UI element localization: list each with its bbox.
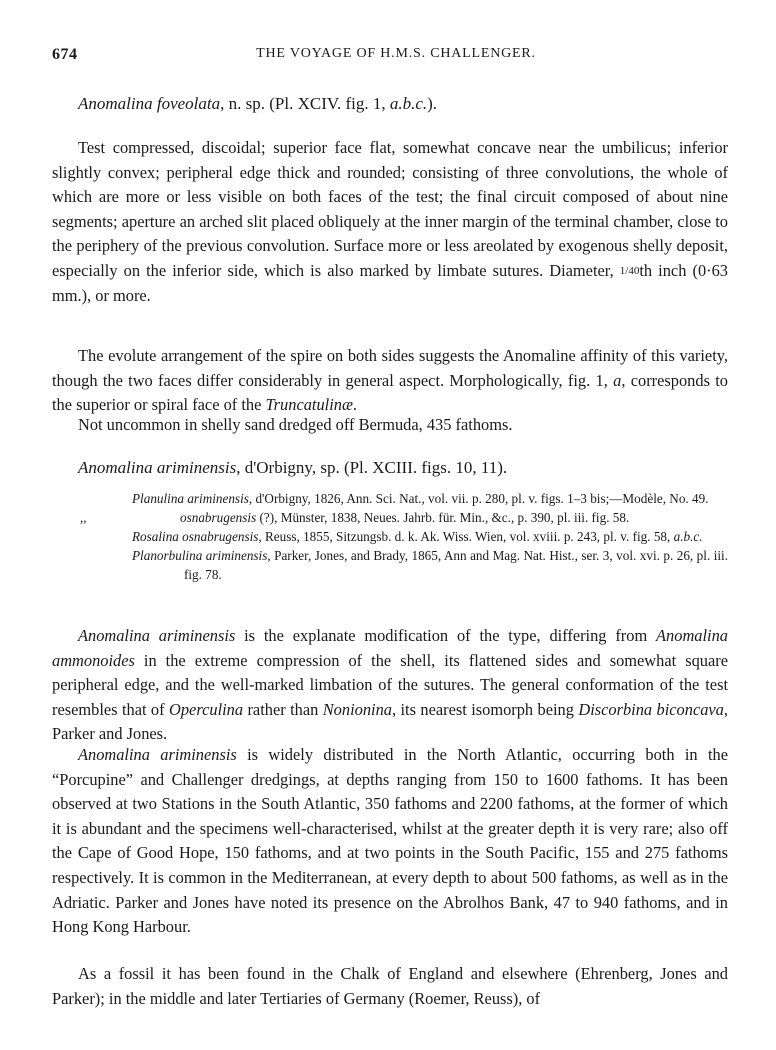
species-name: Anomalina ariminensis xyxy=(78,745,237,764)
genus-operculina: Operculina xyxy=(169,699,244,719)
fossil-paragraph: As a fossil it has been found in the Chalk of England and elsewhere (Ehrenberg, Jones and Parker); in the middle and later Tertiaries of Germany (Roemer, Reuss), of xyxy=(52,964,728,1008)
paragraph-text: , Parker and Jones. xyxy=(52,699,728,744)
section-heading-foveolata xyxy=(52,92,754,116)
species-discorbina: Discorbina biconcava xyxy=(578,699,724,719)
paragraph-text: rather than xyxy=(243,699,319,719)
heading-text: , d'Orbigny, sp. (Pl. XCIII. figs. 10, 11). xyxy=(236,458,508,477)
species-name: Anomalina foveolata xyxy=(78,94,221,113)
page-header xyxy=(52,46,740,70)
description-paragraph xyxy=(52,136,728,308)
locality-paragraph: Not uncommon in shelly sand dredged off Bermuda, 435 fathoms. xyxy=(78,415,513,434)
species-name: Anomalina ariminensis xyxy=(78,626,236,645)
synonym-name: osnabrugensis xyxy=(180,510,257,525)
diameter-fraction: 1/40 xyxy=(619,264,640,277)
synonym-name: Planulina ariminensis xyxy=(132,491,249,506)
ditto-mark: ,, xyxy=(80,510,87,525)
synonym-citation: (?), Münster, 1838, Neues. Jahrb. für. Min., &c., p. 390, pl. iii. fig. 58. xyxy=(256,510,630,525)
synonymy-entry xyxy=(52,546,728,584)
affinity-genus: Truncatulinæ xyxy=(265,395,353,415)
description-end: th inch (0·63 mm.), or more. xyxy=(52,260,728,305)
heading-end: ). xyxy=(427,94,438,113)
synonym-name: Rosalina osnabrugensis xyxy=(132,529,259,544)
synonym-citation: , d'Orbigny, 1826, Ann. Sci. Nat., vol. vii. p. 280, pl. v. figs. 1–3 bis;—Modèle, No. 49. xyxy=(248,491,709,506)
explanate-paragraph xyxy=(52,624,728,747)
affinity-end: . xyxy=(352,395,358,415)
synonym-citation: , Reuss, 1855, Sitzungsb. d. k. Ak. Wiss. Wien, vol. xviii. p. 243, pl. v. fig. 58, xyxy=(258,529,671,544)
distribution-text: is widely distributed in the North Atlantic, occurring both in the “Porcupine” and Challenger dredgings, at depths ranging from 150 to 1600 fathoms. It has been observed at two Stations in the South Atlantic, 350 fathoms and 2200 fathoms, at the former of which it is abundant and the specimens well-characterised, whilst at the greater depth it is very rare; also off the Cape of Good Hope, 150 fathoms, and at two points in the South Pacific, 155 and 275 fathoms respectively. It is common in the Mediterranean, at every depth to about 500 fathoms, as well as in the Adriatic. Parker and Jones have noted its presence on the Abrolhos Bank, 47 to 940 fathoms, and in Hong Kong Harbour. xyxy=(52,745,728,937)
heading-text: , n. sp. (Pl. XCIV. fig. 1, xyxy=(220,94,390,113)
section-heading-ariminensis xyxy=(52,456,754,480)
distribution-paragraph xyxy=(52,743,728,940)
page-number: 674 xyxy=(52,46,78,63)
synonym-citation: , Parker, Jones, and Brady, 1865, Ann and Mag. Nat. Hist., ser. 3, vol. xvi. p. 26, pl. iii. fig. 78. xyxy=(184,548,728,582)
paragraph-text: , its nearest isomorph being xyxy=(391,699,574,719)
description-text: Test compressed, discoidal; superior face flat, somewhat concave near the umbilicus; inferior slightly convex; peripheral edge thick and rounded; consisting of three convolutions, the whole of which are more or less visible on both faces of the test; the final circuit composed of about nine segments; aperture an arched slit placed obliquely at the inner margin of the terminal chamber, close to the periphery of the previous convolution. Surface more or less areolated by exogenous shelly deposit, especially on the inferior side, which is also marked by limbate sutures. Diameter, xyxy=(52,138,728,280)
synonymy-entry xyxy=(52,508,728,527)
heading-figure-ref: a.b.c. xyxy=(389,94,428,113)
affinity-paragraph xyxy=(52,344,728,418)
running-title: THE VOYAGE OF H.M.S. CHALLENGER. xyxy=(256,46,536,61)
paragraph-text: is the explanate modification of the type, differing from xyxy=(235,626,648,645)
synonymy-list xyxy=(52,489,728,584)
affinity-figure-letter: a xyxy=(613,370,622,390)
synonym-figure-suffix: a.b.c. xyxy=(673,529,703,544)
genus-nonionina: Nonionina xyxy=(322,699,392,719)
synonymy-entry xyxy=(52,527,728,546)
species-name-2: Anomalina ammonoides xyxy=(52,626,728,670)
affinity-text: The evolute arrangement of the spire on both sides suggests the Anomaline affinity of this variety, though the two faces differ considerably in general aspect. Morphologically, fig. 1, xyxy=(52,346,728,390)
affinity-text-mid: , corresponds to the superior or spiral face of the xyxy=(52,370,728,415)
synonym-name: Planorbulina ariminensis xyxy=(132,548,268,563)
species-name: Anomalina ariminensis xyxy=(78,458,237,477)
synonymy-entry xyxy=(52,489,728,508)
paragraph-text: in the extreme compression of the shell, its flattened sides and somewhat square peripheral edge, and the well-marked limbation of the sutures. The general conformation of the test resembles that of xyxy=(52,650,728,719)
